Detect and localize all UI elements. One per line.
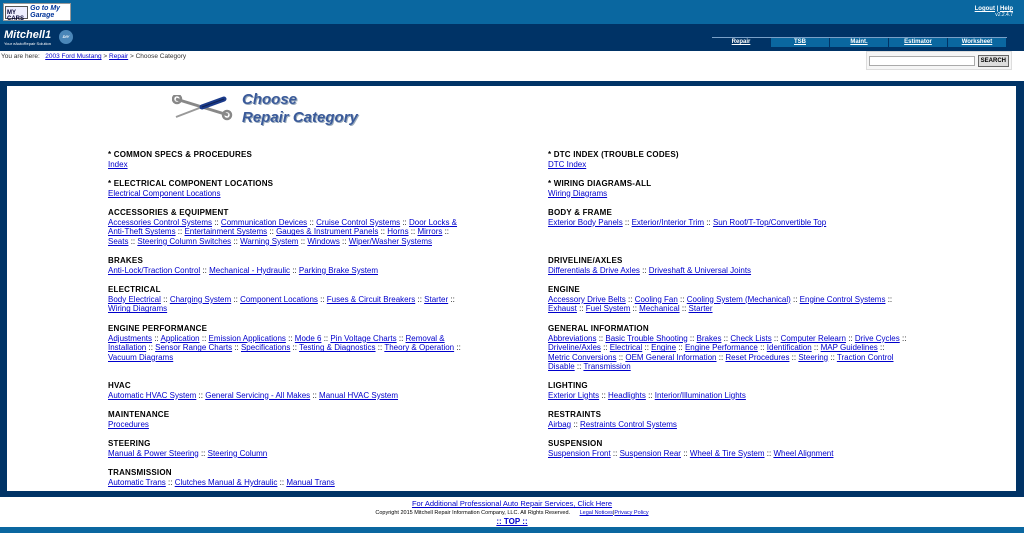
search-input[interactable]: [869, 56, 975, 66]
link-separator: ::: [716, 352, 726, 362]
category-title: ACCESSORIES & EQUIPMENT: [108, 208, 229, 217]
link-separator: ::: [198, 448, 208, 458]
category-title: MAINTENANCE: [108, 410, 170, 419]
link-separator: ::: [828, 352, 837, 362]
page-title-line2: Repair Category: [242, 109, 358, 126]
link-fuses-circuit-breakers[interactable]: Fuses & Circuit Breakers: [326, 294, 416, 304]
link-cooling-system-mechanical[interactable]: Cooling System (Mechanical): [686, 294, 791, 304]
category-title: ENGINE PERFORMANCE: [108, 324, 208, 333]
link-accessory-drive-belts[interactable]: Accessory Drive Belts: [548, 294, 626, 304]
help-link[interactable]: Help: [999, 6, 1013, 12]
link-separator: ::: [378, 227, 388, 237]
version-label: v2.2.4.7: [995, 12, 1013, 18]
link-headlights[interactable]: Headlights: [608, 390, 646, 400]
link-application[interactable]: Application: [160, 333, 200, 343]
category-title: BODY & FRAME: [548, 208, 613, 217]
link-wiring-diagrams[interactable]: Wiring Diagrams: [548, 188, 608, 198]
link-separator: ::: [639, 265, 649, 275]
category-links: [108, 160, 468, 170]
link-entertainment-systems[interactable]: Entertainment Systems: [184, 227, 268, 237]
link-electrical[interactable]: Electrical: [609, 343, 643, 353]
link-separator: ::: [310, 390, 320, 400]
link-warning-system[interactable]: Warning System: [240, 236, 299, 246]
link-theory-operation[interactable]: Theory & Operation: [384, 343, 455, 353]
category-links: [548, 189, 908, 199]
link-parking-brake-system[interactable]: Parking Brake System: [298, 265, 379, 275]
link-wheel-alignment[interactable]: Wheel Alignment: [773, 448, 834, 458]
link-suspension-rear[interactable]: Suspension Rear: [619, 448, 681, 458]
link-differentials-drive-axles[interactable]: Differentials & Drive Axles: [548, 265, 640, 275]
category-title: LIGHTING: [548, 381, 588, 390]
link-computer-relearn[interactable]: Computer Relearn: [780, 333, 846, 343]
page-title: [242, 91, 358, 127]
link-sensor-range-charts[interactable]: Sensor Range Charts: [155, 343, 233, 353]
nav-bar: [0, 24, 1024, 51]
link-charging-system[interactable]: Charging System: [169, 294, 232, 304]
link-index[interactable]: Index: [108, 159, 128, 169]
link-component-locations[interactable]: Component Locations: [240, 294, 318, 304]
link-separator: ::: [757, 343, 767, 353]
link-basic-trouble-shooting[interactable]: Basic Trouble Shooting: [605, 333, 688, 343]
link-removal-installation[interactable]: Removal & Installation: [108, 333, 445, 353]
link-separator: ::: [677, 294, 687, 304]
my-cars-plate-icon: MY CARS: [5, 6, 28, 19]
breadcrumb-label: You are here:: [1, 53, 40, 60]
main-tabs: [712, 37, 1007, 47]
link-exhaust[interactable]: Exhaust: [548, 304, 577, 314]
link-separator: ::: [396, 333, 406, 343]
logo-tagline: Your eAutoRepair Solution: [4, 41, 51, 46]
link-map-guidelines[interactable]: MAP Guidelines: [820, 343, 878, 353]
logout-link[interactable]: Logout: [974, 6, 995, 12]
link-separator: ::: [676, 343, 685, 353]
bottom-bar: [0, 527, 1024, 533]
link-windows[interactable]: Windows: [307, 236, 340, 246]
link-mechanical-hydraulic[interactable]: Mechanical - Hydraulic: [209, 265, 290, 275]
link-starter[interactable]: Starter: [424, 294, 449, 304]
tab-estimator[interactable]: Estimator: [889, 38, 947, 47]
privacy-policy-link[interactable]: Privacy Policy: [614, 510, 649, 516]
category-title: * DTC INDEX (TROUBLE CODES): [548, 150, 679, 159]
category-maintenance: [108, 410, 468, 429]
link-exterior-interior-trim[interactable]: Exterior/Interior Trim: [631, 217, 705, 227]
garage-label: Go to My Garage: [30, 5, 61, 19]
link-suspension-front[interactable]: Suspension Front: [548, 448, 611, 458]
link-separator: ::: [232, 343, 241, 353]
category-links: [108, 334, 468, 363]
link-separator: ::: [571, 419, 581, 429]
category-steering: [108, 439, 468, 458]
category-general-information: [548, 324, 908, 372]
link-steering[interactable]: Steering: [798, 352, 829, 362]
link-separator: ::: [285, 333, 295, 343]
category-links: [108, 218, 468, 247]
link-gauges-instrument-panels[interactable]: Gauges & Instrument Panels: [276, 227, 379, 237]
link-pin-voltage-charts[interactable]: Pin Voltage Charts: [330, 333, 397, 343]
category-common-specs-procedures: [108, 150, 468, 169]
link-separator: ::: [212, 217, 221, 227]
mitchell1-logo: [4, 29, 70, 46]
link-separator: ::: [789, 352, 799, 362]
link-vacuum-diagrams[interactable]: Vacuum Diagrams: [108, 352, 174, 362]
link-separator: ::: [290, 265, 299, 275]
legal-notices-link[interactable]: Legal Notices: [579, 510, 613, 516]
link-separator: ::: [317, 294, 327, 304]
link-wiper-washer-systems[interactable]: Wiper/Washer Systems: [348, 236, 432, 246]
link-separator: ::: [165, 477, 175, 487]
link-separator: ::: [704, 217, 713, 227]
link-separator: ::: [811, 343, 821, 353]
category-title: SUSPENSION: [548, 439, 603, 448]
link-drive-cycles[interactable]: Drive Cycles: [854, 333, 900, 343]
link-separator: ::: [321, 333, 331, 343]
breadcrumb-sep: >: [103, 53, 108, 60]
category-title: TRANSMISSION: [108, 468, 172, 477]
category-links: [548, 420, 908, 430]
link-adjustments[interactable]: Adjustments: [108, 333, 153, 343]
category-engine: [548, 285, 908, 314]
link-separator: ::: [721, 333, 731, 343]
link-separator: ::: [290, 343, 300, 353]
link-automatic-trans[interactable]: Automatic Trans: [108, 477, 166, 487]
link-manual-hvac-system[interactable]: Manual HVAC System: [319, 390, 399, 400]
link-separator: ::: [642, 343, 652, 353]
link-separator: ::: [679, 304, 689, 314]
category-hvac: [108, 381, 468, 400]
category-title: ENGINE: [548, 285, 580, 294]
link-mechanical[interactable]: Mechanical: [639, 304, 680, 314]
link-specifications[interactable]: Specifications: [240, 343, 291, 353]
category-links: [108, 391, 468, 401]
link-separator: ::: [610, 448, 620, 458]
link-mirrors[interactable]: Mirrors: [417, 227, 443, 237]
category-title: HVAC: [108, 381, 131, 390]
link-engine[interactable]: Engine: [651, 343, 677, 353]
link-separator: ::: [152, 333, 161, 343]
breadcrumb-vehicle[interactable]: 2003 Ford Mustang: [45, 53, 102, 60]
link-separator: ::: [596, 333, 606, 343]
link-cruise-control-systems[interactable]: Cruise Control Systems: [316, 217, 401, 227]
link-body-electrical[interactable]: Body Electrical: [108, 294, 161, 304]
link-wiring-diagrams[interactable]: Wiring Diagrams: [108, 304, 168, 314]
category-links: [548, 218, 908, 228]
link-separator: ::: [231, 236, 241, 246]
link-separator: ::: [576, 304, 586, 314]
category-body-frame: [548, 208, 908, 227]
link-separator: ::: [771, 333, 781, 343]
link-separator: ::: [415, 294, 425, 304]
category-title: DRIVELINE/AXLES: [548, 256, 623, 265]
link-exterior-lights[interactable]: Exterior Lights: [548, 390, 600, 400]
link-driveline-axles[interactable]: Driveline/Axles: [548, 343, 601, 353]
page-title-line1: Choose: [242, 91, 298, 108]
category-links: [108, 295, 468, 314]
link-separator: ::: [764, 448, 774, 458]
category-wiring-diagrams-all: [548, 179, 908, 198]
link-oem-general-information[interactable]: OEM General Information: [625, 352, 717, 362]
search-box: [866, 51, 1012, 70]
link-engine-performance[interactable]: Engine Performance: [684, 343, 758, 353]
category-dtc-index-trouble-codes: [548, 150, 908, 169]
category-links: [108, 449, 468, 459]
link-door-locks-anti-theft-systems[interactable]: Door Locks & Anti-Theft Systems: [108, 217, 458, 237]
link-testing-diagnostics[interactable]: Testing & Diagnostics: [299, 343, 376, 353]
footer: [0, 497, 1024, 526]
link-anti-lock-traction-control[interactable]: Anti-Lock/Traction Control: [108, 265, 201, 275]
link-separator: ::: [277, 477, 287, 487]
link-separator: ::: [454, 343, 461, 353]
link-separator: ::: [448, 294, 455, 304]
search-button[interactable]: SEARCH: [978, 55, 1009, 67]
link-separator: ::: [339, 236, 349, 246]
link-interior-illumination-lights[interactable]: Interior/Illumination Lights: [654, 390, 746, 400]
content-frame: [0, 81, 1024, 497]
separator: |: [996, 6, 999, 12]
category-electrical: [108, 285, 468, 314]
category-driveline-axles: [548, 256, 908, 275]
link-metric-conversions[interactable]: Metric Conversions: [548, 352, 617, 362]
promo-link[interactable]: For Additional Professional Auto Repair Services, Click Here: [411, 499, 613, 508]
link-separator: ::: [877, 343, 885, 353]
link-fuel-system[interactable]: Fuel System: [585, 304, 631, 314]
link-separator: ::: [175, 227, 185, 237]
link-exterior-body-panels[interactable]: Exterior Body Panels: [548, 217, 623, 227]
link-separator: ::: [400, 217, 409, 227]
copyright-line: [0, 510, 1024, 516]
category-title: * COMMON SPECS & PROCEDURES: [108, 150, 253, 159]
link-separator: ::: [885, 294, 893, 304]
link-manual-power-steering[interactable]: Manual & Power Steering: [108, 448, 199, 458]
link-restraints-control-systems[interactable]: Restraints Control Systems: [580, 419, 677, 429]
link-airbag[interactable]: Airbag: [548, 419, 572, 429]
category-transmission: [108, 468, 468, 487]
link-accessories-control-systems[interactable]: Accessories Control Systems: [108, 217, 213, 227]
category-restraints: [548, 410, 908, 429]
link-separator: ::: [199, 333, 209, 343]
tab-worksheet[interactable]: Worksheet: [948, 38, 1006, 47]
link-engine-control-systems[interactable]: Engine Control Systems: [799, 294, 886, 304]
link-wheel-tire-system[interactable]: Wheel & Tire System: [689, 448, 765, 458]
link-driveshaft-universal-joints[interactable]: Driveshaft & Universal Joints: [648, 265, 752, 275]
tab-repair[interactable]: Repair: [712, 38, 770, 47]
top-bar: [0, 0, 1024, 24]
category-links: [548, 160, 908, 170]
category-title: * WIRING DIAGRAMS-ALL: [548, 179, 652, 188]
link-abbreviations[interactable]: Abbreviations: [548, 333, 597, 343]
link-separator: ::: [408, 227, 418, 237]
category-accessories-equipment: [108, 208, 468, 246]
link-separator: ::: [630, 304, 640, 314]
category-title: STEERING: [108, 439, 151, 448]
link-separator: ::: [160, 294, 170, 304]
category-links: [548, 334, 908, 372]
link-separator: ::: [307, 217, 317, 227]
link-separator: ::: [128, 236, 138, 246]
logo-brand: Mitchell1: [4, 29, 52, 41]
link-separator: ::: [599, 390, 609, 400]
back-to-top-link[interactable]: :: TOP ::: [496, 517, 528, 526]
category-title: BRAKES: [108, 256, 143, 265]
link-separator: ::: [645, 390, 655, 400]
category-links: [548, 295, 908, 314]
link-separator: ::: [375, 343, 385, 353]
link-brakes[interactable]: Brakes: [696, 333, 722, 343]
diy-badge: DIY: [59, 30, 73, 44]
link-separator: ::: [790, 294, 800, 304]
link-separator: ::: [200, 265, 210, 275]
link-separator: ::: [622, 217, 632, 227]
link-separator: ::: [442, 227, 450, 237]
link-steering-column-switches[interactable]: Steering Column Switches: [137, 236, 232, 246]
link-horns[interactable]: Horns: [387, 227, 409, 237]
category-links: [548, 266, 908, 276]
link-manual-trans[interactable]: Manual Trans: [286, 477, 335, 487]
link-clutches-manual-hydraulic[interactable]: Clutches Manual & Hydraulic: [174, 477, 278, 487]
category-suspension: [548, 439, 908, 458]
link-cooling-fan[interactable]: Cooling Fan: [634, 294, 678, 304]
link-identification[interactable]: Identification: [766, 343, 812, 353]
breadcrumb: [1, 53, 186, 60]
account-links: [975, 6, 1013, 18]
link-separator: ::: [616, 352, 626, 362]
go-to-my-garage-button[interactable]: [3, 3, 71, 21]
tab-tsb[interactable]: TSB: [771, 38, 829, 47]
link-seats[interactable]: Seats: [108, 236, 129, 246]
link-separator: ::: [146, 343, 156, 353]
link-steering-column[interactable]: Steering Column: [207, 448, 268, 458]
link-sun-roof-t-top-convertible-top[interactable]: Sun Roof/T-Top/Convertible Top: [712, 217, 827, 227]
breadcrumb-sep: >: [129, 53, 134, 60]
category-brakes: [108, 256, 468, 275]
category-links: [108, 478, 468, 488]
breadcrumb-repair[interactable]: Repair: [109, 53, 129, 60]
category-links: [548, 391, 908, 401]
category-links: [548, 449, 908, 459]
category-title: GENERAL INFORMATION: [548, 324, 649, 333]
link-separator: ::: [625, 294, 635, 304]
link-separator: ::: [574, 362, 584, 372]
category-electrical-component-locations: [108, 179, 468, 198]
link-separator: ::: [687, 333, 697, 343]
link-separator: ::: [196, 390, 206, 400]
copyright-text: Copyright 2015 Mitchell Repair Information Company, LLC. All Rights Reserved.: [375, 510, 571, 516]
link-separator: ::: [600, 343, 610, 353]
link-reset-procedures[interactable]: Reset Procedures: [725, 352, 790, 362]
link-general-servicing-all-makes[interactable]: General Servicing - All Makes: [205, 390, 311, 400]
link-traction-control-disable[interactable]: Traction Control Disable: [548, 352, 894, 372]
category-links: [108, 266, 468, 276]
link-transmission[interactable]: Transmission: [583, 362, 631, 372]
link-starter[interactable]: Starter: [688, 304, 713, 314]
link-check-lists[interactable]: Check Lists: [730, 333, 772, 343]
category-lighting: [548, 381, 908, 400]
category-title: * ELECTRICAL COMPONENT LOCATIONS: [108, 179, 274, 188]
link-procedures[interactable]: Procedures: [108, 419, 149, 429]
breadcrumb-current: Choose Category: [135, 53, 187, 60]
link-emission-applications[interactable]: Emission Applications: [208, 333, 286, 343]
tab-maint[interactable]: Maint.: [830, 38, 888, 47]
category-title: ELECTRICAL: [108, 285, 161, 294]
category-links: [108, 420, 468, 430]
link-separator: ::: [899, 333, 907, 343]
wrench-screwdriver-icon: [172, 95, 234, 121]
category-title: RESTRAINTS: [548, 410, 602, 419]
link-separator: ::: [231, 294, 241, 304]
link-communication-devices[interactable]: Communication Devices: [220, 217, 308, 227]
category-links: [108, 189, 468, 199]
link-mode-6[interactable]: Mode 6: [294, 333, 322, 343]
category-engine-performance: [108, 324, 468, 362]
link-separator: ::: [680, 448, 690, 458]
separator: |: [612, 510, 615, 516]
link-separator: ::: [845, 333, 855, 343]
link-separator: ::: [267, 227, 277, 237]
link-electrical-component-locations[interactable]: Electrical Component Locations: [108, 188, 221, 198]
link-dtc-index[interactable]: DTC Index: [548, 159, 587, 169]
link-automatic-hvac-system[interactable]: Automatic HVAC System: [108, 390, 197, 400]
content-panel: [7, 86, 1016, 491]
link-separator: ::: [298, 236, 308, 246]
